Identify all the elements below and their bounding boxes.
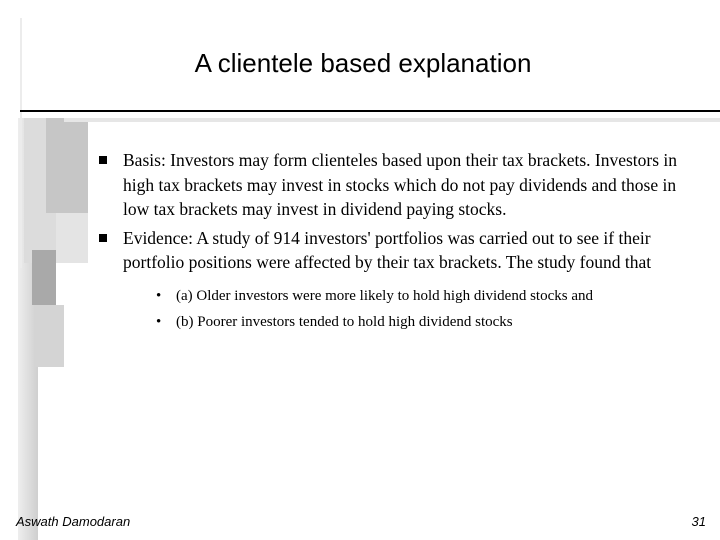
dot-bullet-icon: • <box>156 287 162 304</box>
sub-bullet-text: (b) Poorer investors tended to hold high dividend stocks <box>176 313 513 330</box>
decor-block <box>56 213 88 263</box>
decor-block <box>32 250 56 305</box>
sub-bullet-text: (a) Older investors were more likely to hold high dividend stocks and <box>176 287 593 304</box>
bullet-evidence <box>96 226 696 275</box>
decor-block <box>34 305 64 367</box>
bullet-label: Basis <box>123 150 161 170</box>
square-bullet-icon <box>99 234 107 242</box>
footer-page-number: 31 <box>691 514 706 529</box>
sub-bullet <box>156 283 696 309</box>
bullet-list <box>96 148 696 335</box>
square-bullet-icon <box>99 156 107 164</box>
footer-author: Aswath Damodaran <box>16 514 131 529</box>
dot-bullet-icon: • <box>156 313 162 330</box>
bullet-text: : Investors may form clienteles based upon their tax brackets. Investors in high tax brackets may invest in stocks which do not pay dividends and those in low tax brackets may invest in dividend paying stocks. <box>123 150 678 219</box>
title-rule <box>20 110 720 112</box>
sub-bullet <box>156 309 696 335</box>
sub-bullet-list <box>156 283 696 335</box>
bullet-text: : A study of 914 investors' portfolios was carried out to see if their portfolio positions were affected by their tax brackets. The study found that <box>123 227 652 272</box>
decor-block <box>46 118 88 213</box>
bullet-basis <box>96 148 696 222</box>
slide-title: A clientele based explanation <box>194 48 532 78</box>
decor-strip <box>64 118 720 122</box>
bullet-label: Evidence <box>123 227 189 248</box>
